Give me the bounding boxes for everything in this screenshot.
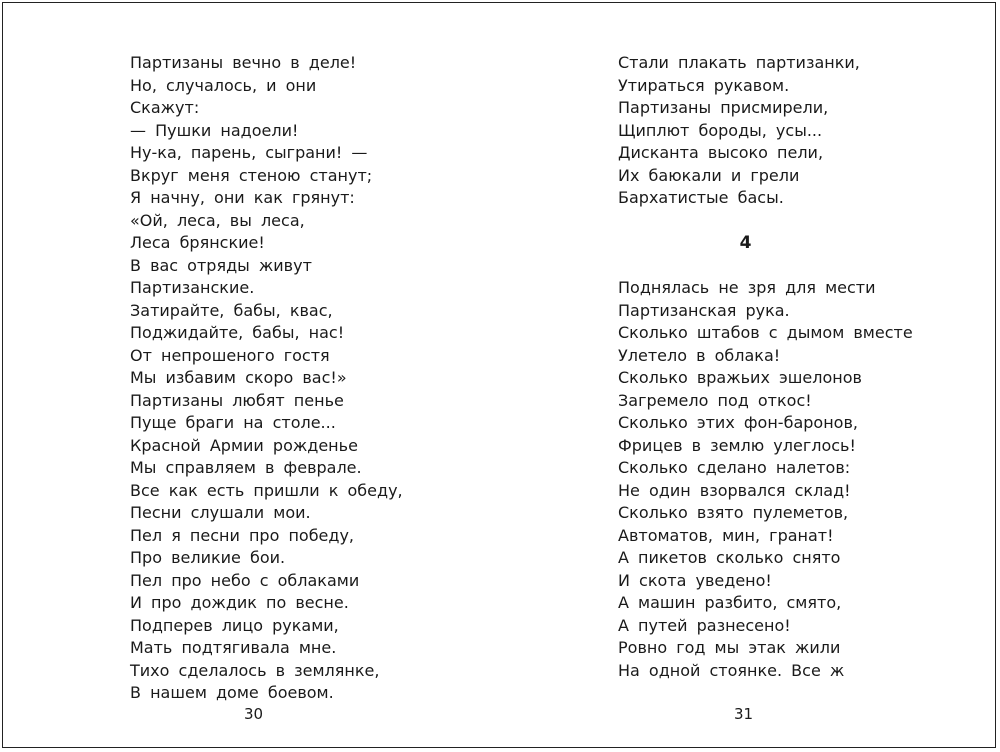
poem-line: Сколько сделано налетов: [618, 458, 851, 477]
poem-line: Но, случалось, и они [130, 75, 317, 95]
poem-line: Не один взорвался склад! [618, 480, 851, 500]
poem-line: Пел про небо с облаками [130, 570, 360, 590]
poem-line: Фрицев в землю улеглось! [618, 435, 856, 455]
poem-line: Мы справляем в феврале. [130, 458, 362, 477]
poem-line: Сколько штабов с дымом вместе [618, 323, 913, 342]
section-number: 4 [739, 232, 752, 253]
poem-line: От непрошеного гостя [130, 345, 330, 365]
poem-line: Про великие бои. [130, 548, 286, 567]
poem-line: И скота уведено! [618, 570, 772, 590]
poem-line: И про дождик по весне. [130, 593, 349, 612]
poem-line: В вас отряды живут [130, 255, 312, 275]
poem-line: Красной Армии рожденье [130, 435, 358, 455]
poem-line: Скажут: [130, 98, 200, 117]
poem-line: Загремело под откос! [618, 390, 812, 410]
poem-line: Тихо сделалось в землянке, [130, 660, 380, 680]
poem-line: В нашем доме боевом. [130, 683, 334, 702]
poem-line: Партизаны вечно в деле! [130, 53, 357, 72]
poem-line: Ну-ка, парень, сыграни! — [130, 143, 368, 162]
poem-line: Мы избавим скоро вас!» [130, 368, 347, 387]
poem-line: Песни слушали мои. [130, 503, 311, 522]
poem-line: Пел я песни про победу, [130, 525, 355, 545]
poem-line: Дисканта высоко пели, [618, 143, 824, 162]
page-number-right: 31 [734, 705, 754, 723]
poem-line: Их баюкали и грели [618, 165, 800, 185]
poem-line: Сколько вражьих эшелонов [618, 368, 862, 387]
page-number-left: 30 [244, 705, 264, 723]
poem-line: Партизанская рука. [618, 300, 790, 320]
poem-line: Щиплют бороды, усы... [618, 120, 823, 140]
poem-line: Стали плакать партизанки, [618, 53, 860, 72]
poem-line: Поднялась не зря для мести [618, 278, 876, 297]
poem-line: — Пушки надоели! [130, 120, 299, 140]
poem-line: Бархатистые басы. [618, 188, 784, 207]
poem-line: Автоматов, мин, гранат! [618, 525, 834, 545]
poem-line: А пикетов сколько снято [618, 548, 841, 567]
poem-line: Утираться рукавом. [618, 75, 790, 95]
poem-line: Пуще браги на столе... [130, 413, 336, 432]
right-page-poem [618, 52, 913, 682]
poem-line: Сколько взято пулеметов, [618, 503, 849, 522]
poem-line: А машин разбито, смято, [618, 593, 842, 612]
poem-line: Партизаны любят пенье [130, 390, 344, 410]
poem-line: Затирайте, бабы, квас, [130, 300, 333, 320]
left-page-poem [130, 52, 403, 705]
poem-line: Все как есть пришли к обеду, [130, 480, 403, 500]
poem-line: А путей разнесено! [618, 615, 791, 635]
poem-line: Подперев лицо руками, [130, 615, 339, 635]
poem-line: Партизаны присмирели, [618, 98, 829, 117]
poem-line: Я начну, они как грянут: [130, 188, 355, 207]
poem-line: Улетело в облака! [618, 345, 781, 365]
poem-line: Мать подтягивала мне. [130, 638, 337, 657]
poem-line: Леса брянские! [130, 233, 265, 252]
poem-line: Партизанские. [130, 278, 255, 297]
poem-line: «Ой, леса, вы леса, [130, 210, 305, 230]
poem-line: Поджидайте, бабы, нас! [130, 323, 345, 342]
poem-line: Сколько этих фон-баронов, [618, 413, 858, 432]
poem-line: Ровно год мы этак жили [618, 638, 841, 657]
poem-line: На одной стоянке. Все ж [618, 660, 845, 680]
poem-line: Вкруг меня стеною станут; [130, 165, 373, 185]
